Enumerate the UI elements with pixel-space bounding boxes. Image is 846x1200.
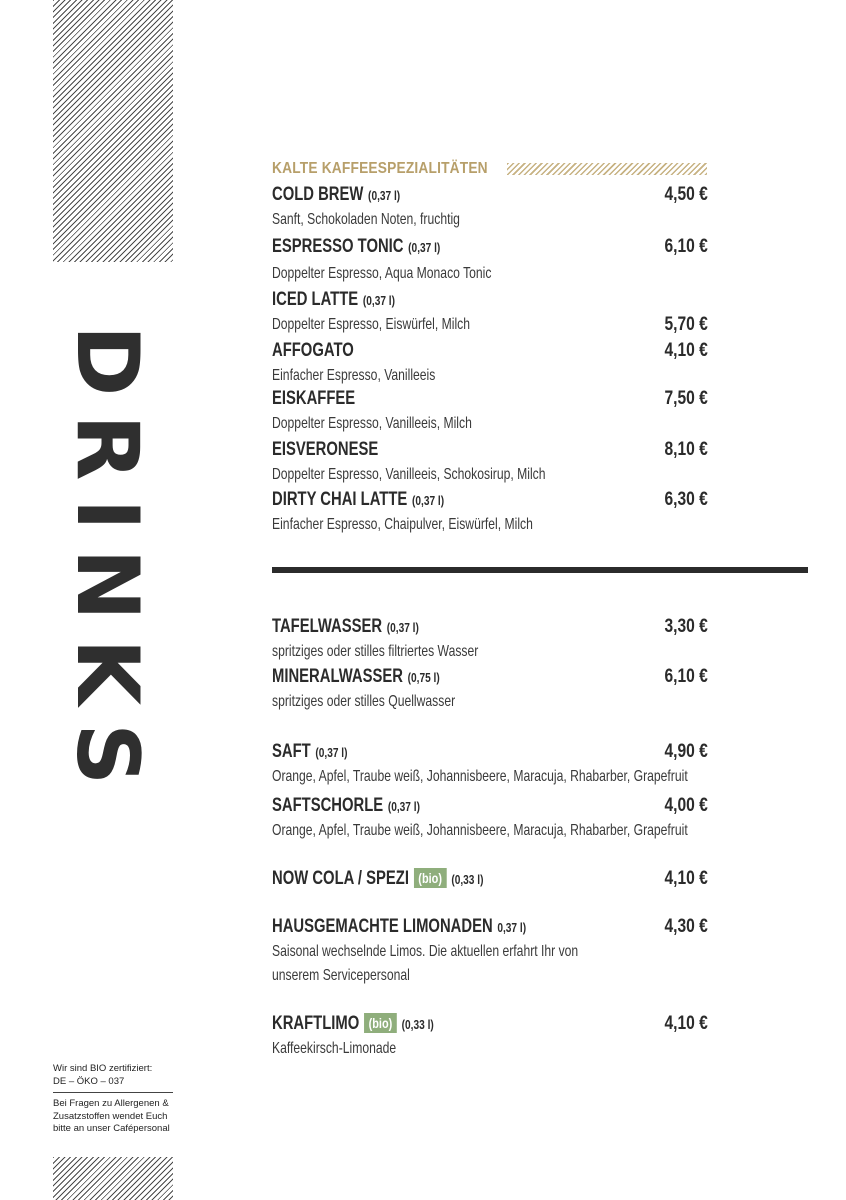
item-name: EISKAFFEE	[272, 388, 356, 409]
item-name: ESPRESSO TONIC	[272, 236, 404, 257]
item-size: (0,37 l)	[368, 188, 401, 203]
item-price: 4,90 €	[664, 741, 708, 762]
item-price: 4,00 €	[664, 795, 708, 816]
item-name: TAFELWASSER	[272, 616, 383, 637]
item-description: Doppelter Espresso, Aqua Monaco Tonic	[272, 265, 492, 282]
section-header-cold-coffee	[272, 157, 712, 181]
item-price: 3,30 €	[664, 616, 708, 637]
sidebar-notes	[53, 1063, 173, 1136]
decorative-hatch-bottom	[53, 1157, 173, 1200]
item-price: 8,10 €	[664, 439, 708, 460]
item-name: HAUSGEMACHTE LIMONADEN	[272, 916, 493, 937]
item-price: 4,10 €	[664, 340, 708, 361]
item-description: Orange, Apfel, Traube weiß, Johannisbeere, Maracuja, Rhabarber, Grapefruit	[272, 822, 688, 839]
item-name: DIRTY CHAI LATTE	[272, 489, 408, 510]
item-price: 6,30 €	[664, 489, 708, 510]
item-description: Einfacher Espresso, Vanilleeis	[272, 367, 436, 384]
item-price: 7,50 €	[664, 388, 708, 409]
item-size: 0,37 l)	[497, 920, 527, 935]
item-description: Kaffeekirsch-Limonade	[272, 1040, 397, 1057]
item-size: (0,75 l)	[407, 670, 440, 685]
item-size: (0,37 l)	[411, 493, 445, 508]
item-size: (0,37 l)	[386, 620, 419, 635]
item-description: Doppelter Espresso, Vanilleeis, Milch	[272, 415, 472, 432]
item-description: Sanft, Schokoladen Noten, fruchtig	[272, 211, 460, 228]
allergen-note: Bei Fragen zu Allergenen & Zusatzstoffen wendet Euch bitte an unser Cafépersonal	[53, 1098, 170, 1134]
vertical-title: DRINKS	[57, 325, 157, 804]
item-description: spritziges oder stilles Quellwasser	[272, 693, 456, 710]
item-description: spritziges oder stilles filtriertes Wasser	[272, 643, 479, 660]
item-price: 4,30 €	[664, 916, 708, 937]
item-size: (0,33 l)	[401, 1017, 434, 1032]
bio-badge: (bio)	[364, 1013, 397, 1033]
item-price: 6,10 €	[664, 666, 708, 687]
item-description: Doppelter Espresso, Vanilleeis, Schokosirup, Milch	[272, 466, 546, 483]
item-name: SAFTSCHORLE	[272, 795, 384, 816]
item-size: (0,37 l)	[387, 799, 420, 814]
item-description: Saisonal wechselnde Limos. Die aktuellen erfahrt Ihr von	[272, 943, 579, 960]
item-price: 5,70 €	[664, 314, 708, 335]
section-divider	[272, 567, 808, 573]
item-size: (0,37 l)	[315, 745, 348, 760]
item-size: (0,37 l)	[408, 240, 441, 255]
item-name: MINERALWASSER	[272, 666, 403, 687]
decorative-gold-hatch	[507, 163, 707, 175]
item-name: KRAFTLIMO	[272, 1013, 360, 1034]
bio-certification-note: Wir sind BIO zertifiziert: DE – ÖKO – 037	[53, 1063, 153, 1087]
item-description: Einfacher Espresso, Chaipulver, Eiswürfel, Milch	[272, 516, 533, 533]
item-size: (0,37 l)	[362, 293, 395, 308]
item-name: COLD BREW	[272, 184, 364, 205]
decorative-hatch-top	[53, 0, 173, 262]
item-name: ICED LATTE	[272, 289, 359, 310]
note-divider	[53, 1092, 173, 1093]
item-name: AFFOGATO	[272, 340, 354, 361]
section-title: KALTE KAFFEESPEZIALITÄTEN	[272, 160, 488, 177]
item-price: 6,10 €	[664, 236, 708, 257]
bio-badge: (bio)	[414, 868, 447, 888]
item-name: NOW COLA / SPEZI	[272, 868, 409, 889]
item-price: 4,10 €	[664, 1013, 708, 1034]
item-description-line-2: unserem Servicepersonal	[272, 967, 410, 984]
item-description: Doppelter Espresso, Eiswürfel, Milch	[272, 316, 471, 333]
item-size: (0,33 l)	[451, 872, 484, 887]
item-description: Orange, Apfel, Traube weiß, Johannisbeere, Maracuja, Rhabarber, Grapefruit	[272, 768, 688, 785]
item-price: 4,10 €	[664, 868, 708, 889]
item-name: SAFT	[272, 741, 311, 762]
item-price: 4,50 €	[664, 184, 708, 205]
item-name: EISVERONESE	[272, 439, 379, 460]
